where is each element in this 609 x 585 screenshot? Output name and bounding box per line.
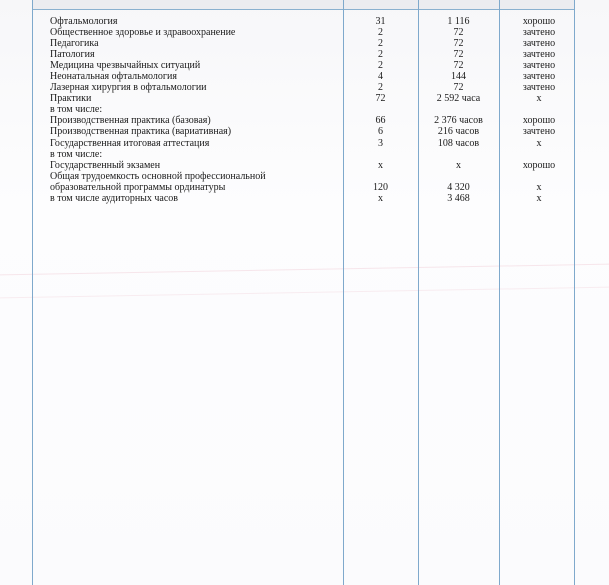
table-row xyxy=(0,82,609,93)
hours: 72 xyxy=(453,82,464,94)
discipline-name: Производственная практика (базовая) xyxy=(50,115,211,127)
grade: зачтено xyxy=(522,126,556,138)
discipline-name: Медицина чрезвычайных ситуаций xyxy=(50,60,201,72)
hours: 144 xyxy=(451,71,466,83)
grade: х xyxy=(536,192,542,204)
credit-units: 66 xyxy=(375,115,386,127)
credit-units: х xyxy=(378,159,383,171)
grade: зачтено xyxy=(522,38,556,50)
credit-units: 6 xyxy=(378,126,383,138)
hours: 2 376 часов xyxy=(434,115,483,127)
credit-units: 2 xyxy=(378,49,383,61)
grades-table xyxy=(0,16,609,204)
watermark-line xyxy=(0,287,609,299)
credit-units: 120 xyxy=(373,181,388,193)
discipline-name: Общая трудоемкость основной профессиональной xyxy=(50,170,266,182)
hours: 216 часов xyxy=(437,126,480,138)
hours: 72 xyxy=(453,49,464,61)
discipline-name: Неонатальная офтальмология xyxy=(50,71,177,83)
table-row xyxy=(0,27,609,38)
grade: зачтено xyxy=(522,27,556,39)
grade: хорошо xyxy=(522,159,556,171)
grade: х xyxy=(536,181,542,193)
credit-units: 3 xyxy=(378,137,383,149)
hours: 72 xyxy=(453,38,464,50)
table-row xyxy=(0,60,609,71)
table-row xyxy=(0,171,609,182)
credit-units: 2 xyxy=(378,38,383,50)
table-row xyxy=(0,38,609,49)
discipline-name: в том числе аудиторных часов xyxy=(50,192,179,204)
credit-units: 2 xyxy=(378,60,383,72)
discipline-name: в том числе: xyxy=(50,148,103,160)
credit-units: 72 xyxy=(375,93,386,105)
table-row xyxy=(0,193,609,204)
discipline-name: Лазерная хирургия в офтальмологии xyxy=(50,82,207,94)
hours: 4 320 xyxy=(447,181,470,193)
watermark-line xyxy=(0,264,609,276)
hours: 1 116 xyxy=(447,16,470,27)
credit-units: 4 xyxy=(378,71,383,83)
table-row xyxy=(0,71,609,82)
grade: зачтено xyxy=(522,49,556,61)
credit-units: 2 xyxy=(378,27,383,39)
grade: хорошо xyxy=(522,16,556,27)
hours: 3 468 xyxy=(447,192,470,204)
table-row xyxy=(0,182,609,193)
grade: х xyxy=(536,137,542,149)
grade: х xyxy=(536,93,542,105)
grade: зачтено xyxy=(522,82,556,94)
discipline-name: Производственная практика (вариативная) xyxy=(50,126,232,138)
credit-units: х xyxy=(378,192,383,204)
discipline-name: Общественное здоровье и здравоохранение xyxy=(50,27,236,39)
discipline-name: Практики xyxy=(50,93,92,105)
hours: 2 592 часа xyxy=(436,93,481,105)
grade: зачтено xyxy=(522,60,556,72)
discipline-name: образовательной программы ординатуры xyxy=(50,181,226,193)
discipline-name: Государственная итоговая аттестация xyxy=(50,137,210,149)
table-row xyxy=(0,49,609,60)
discipline-name: Государственный экзамен xyxy=(50,159,161,171)
discipline-name: Педагогика xyxy=(50,38,99,50)
discipline-name: в том числе: xyxy=(50,104,103,116)
table-row xyxy=(0,149,609,160)
hours: 72 xyxy=(453,27,464,39)
credit-units: 2 xyxy=(378,82,383,94)
header-shade xyxy=(32,0,575,9)
table-row xyxy=(0,138,609,149)
credit-units: 31 xyxy=(375,16,386,27)
discipline-name: Патология xyxy=(50,49,95,61)
table-row xyxy=(0,104,609,115)
hours: 72 xyxy=(453,60,464,72)
table-row xyxy=(0,126,609,137)
hours: х xyxy=(456,159,461,171)
table-row xyxy=(0,16,609,27)
table-top-border xyxy=(32,9,575,10)
table-row xyxy=(0,160,609,171)
table-row xyxy=(0,115,609,126)
grade: хорошо xyxy=(522,115,556,127)
grade: зачтено xyxy=(522,71,556,83)
hours: 108 часов xyxy=(437,137,480,149)
discipline-name: Офтальмология xyxy=(50,16,118,27)
table-row xyxy=(0,93,609,104)
